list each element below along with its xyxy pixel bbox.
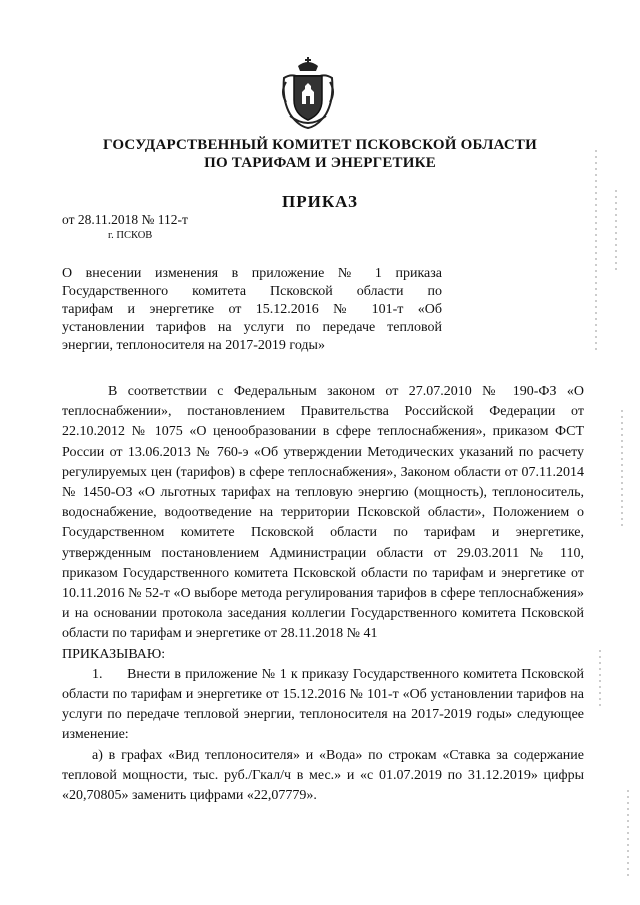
preamble-paragraph: В соответствии с Федеральным законом от 27.07.2010 № 190-ФЗ «О теплоснабжении», постановлением Правительства Российской Федерации от 22.10.2012 № 1075 «О ценообразовании в сфере теплоснабжения», приказом ФСТ России от 13.06.2013 № 760-э «Об утверждении Методических указаний по расчету регулируемых цен (тарифов) в сфере теплоснабжения», Законом области от 07.11.2014 № 1450-ОЗ «О льготных тарифах на тепловую энергию (мощность), теплоноситель, водоснабжение, водоотведение на территории Псковской области», Положением о Государственном комитете Псковской области по тарифам и энергетике, утвержденным постановлением Администрации области от 29.03.2011 № 110, приказом Государственного комитета Псковской области по тарифам и энергетике от 10.11.2016 № 52-т «О выборе метода регулирования тарифов в сфере теплоснабжения» и на основании протокола заседания коллегии Государственного комитета Псковской области по тарифам и энергетике от 28.11.2018 № 41: [62, 384, 584, 642]
subject-line: тарифам и энергетике от 15.12.2016 № 101-т «Об: [62, 302, 442, 317]
subject-line: Государственного комитета Псковской области по: [62, 284, 442, 299]
subject-line: установлении тарифов на услуги по передаче тепловой: [62, 320, 442, 335]
subject-line: О внесении изменения в приложение № 1 приказа: [62, 266, 442, 281]
organization-name-line2: ПО ТАРИФАМ И ЭНЕРГЕТИКЕ: [204, 155, 436, 171]
order-item-1a: а) в графах «Вид теплоносителя» и «Вода» по строкам «Ставка за содержание тепловой мощности, тыс. руб./Гкал/ч в мес.» и «с 01.07.2019 по 31.12.2019» цифры «20,70805» заменить цифрами «22,07779».: [62, 747, 584, 804]
order-item-1: 1. Внести в приложение № 1 к приказу Государственного комитета Псковской области по тарифам и энергетике от 15.12.2016 № 101-т «Об установлении тарифов на услуги по передаче тепловой энергии, теплоносителя на 2017-2019 годы» следующее изменение:: [62, 666, 584, 743]
organization-name-line1: ГОСУДАРСТВЕННЫЙ КОМИТЕТ ПСКОВСКОЙ ОБЛАСТИ: [102, 137, 537, 153]
document-subject: [62, 265, 442, 355]
document-city: г. ПСКОВ: [108, 230, 153, 241]
coat-of-arms-emblem: [276, 56, 340, 130]
command-heading: ПРИКАЗЫВАЮ:: [62, 646, 166, 662]
document-body: [62, 382, 584, 806]
document-date-number: от 28.11.2018 № 112-т: [62, 212, 188, 227]
subject-line: энергии, теплоносителя на 2017-2019 годы»: [62, 338, 325, 353]
scan-margin-marks: [588, 150, 638, 890]
document-title: ПРИКАЗ: [282, 192, 358, 211]
